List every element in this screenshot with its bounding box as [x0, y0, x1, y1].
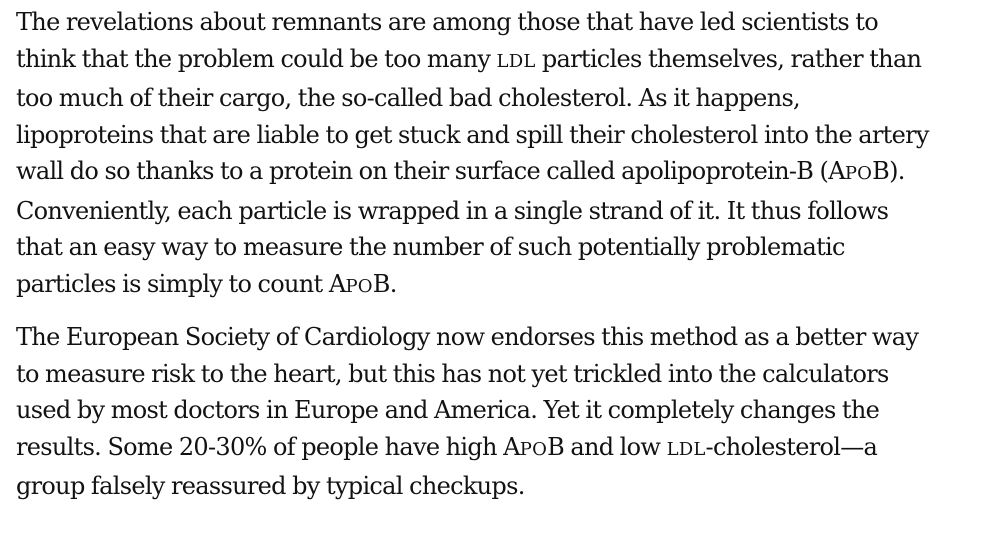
text-run: B	[547, 432, 564, 461]
paragraph	[16, 4, 988, 305]
text-line	[16, 80, 988, 117]
small-caps-text: LDL	[496, 50, 536, 72]
text-run: used by most doctors in Europe and America. Yet it completely changes the	[16, 396, 880, 424]
text-run: .	[389, 269, 397, 298]
text-run: lipoproteins that are liable to get stuck and spill their cholesterol into the artery	[16, 120, 929, 149]
text-run: B	[872, 157, 890, 185]
small-caps-text: LDL	[666, 438, 706, 460]
text-run: A	[828, 157, 845, 185]
text-run: A	[503, 432, 520, 461]
text-run: that an easy way to measure the number of such potentially problematic	[16, 233, 845, 261]
text-line	[16, 392, 988, 429]
small-caps-text: PO	[345, 275, 373, 297]
text-run: Conveniently, each particle is wrapped in a single strand of it. It thus follows	[16, 196, 889, 225]
text-run: -cholesterol—a	[705, 432, 878, 461]
text-run: to measure risk to the heart, but this has not yet trickled into the calculators	[16, 359, 889, 388]
text-run: B	[372, 269, 390, 298]
text-run: results. Some 20-30% of people have high	[16, 432, 504, 461]
text-run: particles themselves, rather than	[535, 44, 922, 73]
text-run: and low	[564, 432, 667, 461]
text-run: The European Society of Cardiology now endorses this method as a better way	[16, 323, 919, 351]
text-line	[16, 429, 988, 469]
text-run: wall do so thanks to a protein on their surface called apolipoprotein-B (	[16, 157, 829, 185]
text-line	[16, 319, 988, 356]
paragraph	[16, 319, 988, 505]
text-line	[16, 193, 988, 230]
text-line	[16, 153, 988, 193]
text-run: group falsely reassured by typical checkups.	[16, 472, 525, 500]
text-run: too much of their cargo, the so-called bad cholesterol. As it happens,	[16, 84, 800, 112]
text-line	[16, 229, 988, 266]
text-line	[16, 4, 988, 41]
small-caps-text: PO	[519, 438, 548, 460]
text-run: A	[328, 269, 346, 298]
text-line	[16, 41, 988, 81]
text-line	[16, 266, 988, 306]
text-run: particles is simply to count	[16, 269, 329, 298]
small-caps-text: PO	[844, 163, 873, 184]
text-run: ).	[889, 157, 905, 185]
article-body	[16, 4, 988, 519]
text-line	[16, 468, 988, 505]
text-line	[16, 356, 988, 393]
text-run: The revelations about remnants are among those that have led scientists to	[16, 8, 878, 36]
text-run: think that the problem could be too many	[16, 44, 497, 73]
text-line	[16, 117, 988, 154]
